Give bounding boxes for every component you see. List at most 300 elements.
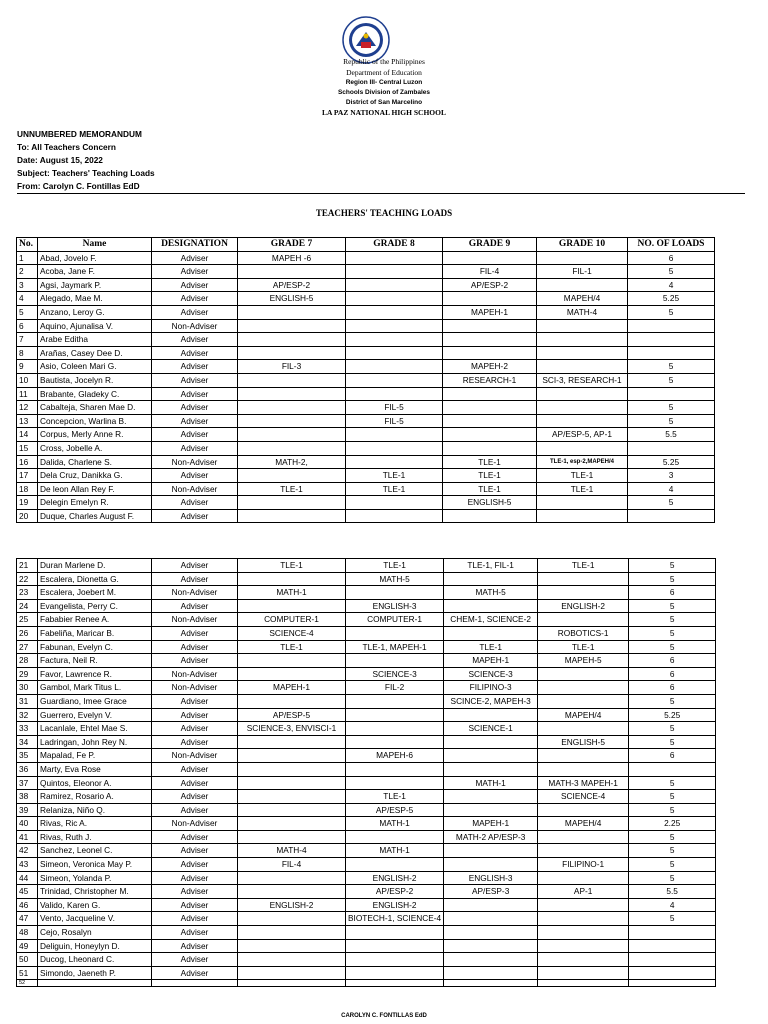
row-number: 22: [17, 572, 38, 586]
row-number: 45: [17, 885, 38, 899]
grade8-load: [346, 496, 443, 510]
grade8-load: [346, 455, 443, 469]
row-number: 23: [17, 586, 38, 600]
grade9-load: [443, 387, 537, 401]
grade10-load: [538, 830, 629, 844]
grade7-load: [238, 305, 346, 319]
grade8-load: [346, 694, 444, 708]
grade7-load: [238, 762, 346, 776]
grade9-load: SCIENCE-1: [444, 722, 538, 736]
row-number: 19: [17, 496, 38, 510]
number-of-loads: [628, 509, 715, 523]
row-number: 28: [17, 654, 38, 668]
row-number: 15: [17, 441, 38, 455]
designation: Non-Adviser: [152, 455, 238, 469]
number-of-loads: 5.25: [628, 292, 715, 306]
grade8-load: [346, 265, 443, 279]
number-of-loads: 5: [628, 414, 715, 428]
grade10-load: [538, 926, 629, 940]
grade7-load: SCIENCE-3, ENVISCI-1: [238, 722, 346, 736]
row-number: 50: [17, 953, 38, 967]
grade7-load: ENGLISH-5: [238, 292, 346, 306]
designation: Adviser: [152, 844, 238, 858]
grade7-load: [238, 694, 346, 708]
grade9-load: MATH-1: [444, 776, 538, 790]
table-row: [17, 496, 715, 510]
grade9-load: ENGLISH-3: [444, 871, 538, 885]
teacher-name: Ladringan, John Rey N.: [38, 735, 152, 749]
table-row: [17, 346, 715, 360]
grade10-load: [537, 414, 628, 428]
row-number: 38: [17, 790, 38, 804]
grade7-load: MATH-1: [238, 586, 346, 600]
grade7-load: [238, 346, 346, 360]
teacher-name: Sanchez, Leonel C.: [38, 844, 152, 858]
designation: Adviser: [152, 926, 238, 940]
column-header: Name: [38, 238, 152, 252]
designation: Adviser: [152, 278, 238, 292]
grade10-load: MAPEH/4: [538, 817, 629, 831]
teaching-loads-table-part1: [16, 237, 715, 523]
grade7-load: [238, 790, 346, 804]
grade8-load: SCIENCE-3: [346, 667, 444, 681]
teacher-name: Duque, Charles August F.: [38, 509, 152, 523]
designation: Adviser: [152, 251, 238, 265]
grade7-load: [238, 735, 346, 749]
grade10-load: [538, 613, 629, 627]
grade9-load: [444, 953, 538, 967]
grade7-load: [238, 803, 346, 817]
grade10-load: MATH-4: [537, 305, 628, 319]
grade7-load: [238, 441, 346, 455]
table-row: [17, 681, 716, 695]
grade9-load: FILIPINO-3: [444, 681, 538, 695]
designation: Non-Adviser: [152, 749, 238, 763]
number-of-loads: 5: [629, 912, 716, 926]
grade10-load: TLE-1: [538, 640, 629, 654]
number-of-loads: 5: [628, 401, 715, 415]
grade7-load: [238, 776, 346, 790]
grade7-load: [238, 912, 346, 926]
teacher-name: Deliguin, Honeylyn D.: [38, 939, 152, 953]
teacher-name: Cejo, Rosalyn: [38, 926, 152, 940]
grade10-load: [538, 966, 629, 980]
grade7-load: [238, 401, 346, 415]
row-number: 48: [17, 926, 38, 940]
grade8-load: AP/ESP-2: [346, 885, 444, 899]
grade10-load: [538, 953, 629, 967]
number-of-loads: [629, 762, 716, 776]
table-cell: [629, 980, 716, 987]
row-number: 34: [17, 735, 38, 749]
grade7-load: [238, 469, 346, 483]
grade8-load: [346, 858, 444, 872]
grade10-load: AP-1: [538, 885, 629, 899]
grade8-load: TLE-1: [346, 469, 443, 483]
grade9-load: RESEARCH-1: [443, 373, 537, 387]
row-number: 44: [17, 871, 38, 885]
grade9-load: TLE-1, FIL-1: [444, 559, 538, 573]
row-number: 2: [17, 265, 38, 279]
number-of-loads: 5: [629, 844, 716, 858]
grade9-load: TLE-1: [443, 469, 537, 483]
row-number: 33: [17, 722, 38, 736]
column-header: GRADE 10: [537, 238, 628, 252]
grade9-load: MATH-5: [444, 586, 538, 600]
teacher-name: Marty, Eva Rose: [38, 762, 152, 776]
grade8-load: [346, 278, 443, 292]
grade9-load: [443, 401, 537, 415]
grade10-load: [538, 681, 629, 695]
number-of-loads: 6: [629, 749, 716, 763]
table-cell: [238, 980, 346, 987]
teacher-name: Acoba, Jane F.: [38, 265, 152, 279]
grade10-load: [537, 509, 628, 523]
teacher-name: Fabunan, Evelyn C.: [38, 640, 152, 654]
number-of-loads: [629, 966, 716, 980]
designation: Adviser: [152, 559, 238, 573]
grade7-load: [238, 414, 346, 428]
grade10-load: MAPEH/4: [537, 292, 628, 306]
row-number: 12: [17, 401, 38, 415]
grade8-load: FIL-2: [346, 681, 444, 695]
table-row: [17, 387, 715, 401]
teacher-name: Lacanlale, Ehtel Mae S.: [38, 722, 152, 736]
table-row: [17, 613, 716, 627]
grade7-load: [238, 885, 346, 899]
grade8-load: [346, 509, 443, 523]
grade10-load: MAPEH-5: [538, 654, 629, 668]
grade7-load: [238, 926, 346, 940]
grade8-load: MATH-5: [346, 572, 444, 586]
teacher-name: Favor, Lawrence R.: [38, 667, 152, 681]
row-number: 51: [17, 966, 38, 980]
teacher-name: Guerrero, Evelyn V.: [38, 708, 152, 722]
teacher-name: Escalera, Dionetta G.: [38, 572, 152, 586]
table-row: [17, 414, 715, 428]
number-of-loads: 5: [629, 640, 716, 654]
grade7-load: [238, 667, 346, 681]
row-number: 27: [17, 640, 38, 654]
teacher-name: Brabante, Gladeky C.: [38, 387, 152, 401]
number-of-loads: 4: [628, 278, 715, 292]
teacher-name: Simeon, Veronica May P.: [38, 858, 152, 872]
grade7-load: MAPEH-1: [238, 681, 346, 695]
grade8-load: [346, 939, 444, 953]
number-of-loads: [628, 346, 715, 360]
table-row: [17, 790, 716, 804]
grade9-load: [443, 509, 537, 523]
teacher-name: Concepcion, Warlina B.: [38, 414, 152, 428]
number-of-loads: 5.25: [629, 708, 716, 722]
grade9-load: TLE-1: [443, 455, 537, 469]
row-number: 8: [17, 346, 38, 360]
grade9-load: [444, 898, 538, 912]
grade10-load: TLE-1: [537, 482, 628, 496]
row-number: 7: [17, 333, 38, 347]
grade9-load: [444, 939, 538, 953]
designation: Adviser: [152, 885, 238, 899]
grade7-load: [238, 599, 346, 613]
grade9-load: [444, 572, 538, 586]
designation: Adviser: [152, 626, 238, 640]
grade8-load: [346, 953, 444, 967]
row-number: 40: [17, 817, 38, 831]
grade7-load: [238, 496, 346, 510]
header-district: District of San Marcelino: [345, 99, 423, 106]
grade8-load: [346, 333, 443, 347]
designation: Adviser: [152, 373, 238, 387]
table-row: [17, 858, 716, 872]
designation: Non-Adviser: [152, 667, 238, 681]
column-header: GRADE 9: [443, 238, 537, 252]
grade10-load: [538, 898, 629, 912]
grade8-load: [346, 319, 443, 333]
grade9-load: TLE-1: [444, 640, 538, 654]
grade10-load: [538, 762, 629, 776]
grade8-load: MATH-1: [346, 817, 444, 831]
grade8-load: TLE-1: [346, 559, 444, 573]
grade9-load: SCINCE-2, MAPEH-3: [444, 694, 538, 708]
teacher-name: Dela Cruz, Danikka G.: [38, 469, 152, 483]
grade8-load: [346, 428, 443, 442]
grade8-load: [346, 251, 443, 265]
grade10-load: TLE-1, esp-2,MAPEH/4: [537, 455, 628, 469]
number-of-loads: 6: [629, 681, 716, 695]
grade10-load: [538, 749, 629, 763]
teacher-name: Quintos, Eleonor A.: [38, 776, 152, 790]
designation: Adviser: [152, 305, 238, 319]
column-header: GRADE 7: [238, 238, 346, 252]
grade10-load: [537, 496, 628, 510]
designation: Adviser: [152, 898, 238, 912]
designation: Adviser: [152, 803, 238, 817]
row-number: 43: [17, 858, 38, 872]
header-republic: Republic of the Philippines: [343, 57, 425, 66]
number-of-loads: 5: [629, 776, 716, 790]
teacher-name: Arañas, Casey Dee D.: [38, 346, 152, 360]
designation: Non-Adviser: [152, 319, 238, 333]
row-number: 31: [17, 694, 38, 708]
grade8-load: FIL-5: [346, 414, 443, 428]
grade8-load: [346, 441, 443, 455]
number-of-loads: 4: [629, 898, 716, 912]
grade7-load: MATH-2,: [238, 455, 346, 469]
row-number: 39: [17, 803, 38, 817]
grade9-load: CHEM-1, SCIENCE-2: [444, 613, 538, 627]
teacher-name: Gambol, Mark Titus L.: [38, 681, 152, 695]
number-of-loads: [628, 333, 715, 347]
grade8-load: [346, 926, 444, 940]
number-of-loads: 2.25: [629, 817, 716, 831]
designation: Adviser: [152, 572, 238, 586]
teacher-name: Relaniza, Niño Q.: [38, 803, 152, 817]
designation: Adviser: [152, 292, 238, 306]
header-region: Region III- Central Luzon: [345, 79, 423, 86]
row-number: 6: [17, 319, 38, 333]
number-of-loads: 5: [628, 265, 715, 279]
grade8-load: [346, 292, 443, 306]
row-number: 4: [17, 292, 38, 306]
row-number: 32: [17, 708, 38, 722]
number-of-loads: 5: [629, 790, 716, 804]
grade8-load: [346, 305, 443, 319]
row-number: 42: [17, 844, 38, 858]
signature-footer: CAROLYN C. FONTILLAS EdD: [341, 1013, 427, 1019]
number-of-loads: 5: [629, 694, 716, 708]
table-row: [17, 360, 715, 374]
row-number: 26: [17, 626, 38, 640]
grade7-load: TLE-1: [238, 640, 346, 654]
grade10-load: [537, 333, 628, 347]
teacher-name: Duran Marlene D.: [38, 559, 152, 573]
grade8-load: [346, 346, 443, 360]
table-row: [17, 599, 716, 613]
grade10-load: [537, 401, 628, 415]
grade7-load: COMPUTER-1: [238, 613, 346, 627]
teacher-name: Dalida, Charlene S.: [38, 455, 152, 469]
table-row: [17, 278, 715, 292]
teacher-name: De leon Allan Rey F.: [38, 482, 152, 496]
number-of-loads: 5: [629, 830, 716, 844]
row-number: 9: [17, 360, 38, 374]
table-row: [17, 373, 715, 387]
designation: Adviser: [152, 722, 238, 736]
row-number: 25: [17, 613, 38, 627]
header-school-name: LA PAZ NATIONAL HIGH SCHOOL: [322, 108, 446, 117]
grade8-load: [346, 360, 443, 374]
teacher-name: Trinidad, Christopher M.: [38, 885, 152, 899]
grade10-load: FILIPINO-1: [538, 858, 629, 872]
grade10-load: AP/ESP-5, AP-1: [537, 428, 628, 442]
teacher-name: Factura, Neil R.: [38, 654, 152, 668]
grade9-load: [444, 626, 538, 640]
table-row: [17, 305, 715, 319]
grade7-load: AP/ESP-5: [238, 708, 346, 722]
table-row: [17, 251, 715, 265]
grade7-load: [238, 871, 346, 885]
designation: Adviser: [152, 599, 238, 613]
grade8-load: COMPUTER-1: [346, 613, 444, 627]
number-of-loads: 5: [629, 626, 716, 640]
table-row: [17, 559, 716, 573]
designation: Adviser: [152, 401, 238, 415]
designation: Non-Adviser: [152, 681, 238, 695]
designation: Adviser: [152, 654, 238, 668]
grade10-load: [538, 803, 629, 817]
grade10-load: [538, 586, 629, 600]
grade9-load: [444, 762, 538, 776]
grade10-load: ENGLISH-2: [538, 599, 629, 613]
column-header: DESIGNATION: [152, 238, 238, 252]
grade10-load: FIL-1: [537, 265, 628, 279]
table-row: [17, 469, 715, 483]
number-of-loads: 5: [629, 803, 716, 817]
row-number: 52: [17, 980, 38, 987]
row-number: 35: [17, 749, 38, 763]
grade9-load: [443, 292, 537, 306]
number-of-loads: 5: [629, 572, 716, 586]
teacher-name: Rivas, Ruth J.: [38, 830, 152, 844]
grade7-load: [238, 749, 346, 763]
designation: Adviser: [152, 858, 238, 872]
designation: Adviser: [152, 441, 238, 455]
teacher-name: Delegin Emelyn R.: [38, 496, 152, 510]
table-row: [17, 319, 715, 333]
grade9-load: [444, 803, 538, 817]
table-row: [17, 966, 716, 980]
designation: Adviser: [152, 469, 238, 483]
grade8-load: ENGLISH-2: [346, 898, 444, 912]
grade9-load: [444, 844, 538, 858]
row-number: 11: [17, 387, 38, 401]
row-number: 20: [17, 509, 38, 523]
grade10-load: [537, 387, 628, 401]
table-row: [17, 939, 716, 953]
table-row: [17, 762, 716, 776]
memo-type: UNNUMBERED MEMORANDUM: [17, 129, 142, 139]
memo-to: To: All Teachers Concern: [17, 142, 116, 152]
row-number: 17: [17, 469, 38, 483]
grade8-load: MAPEH-6: [346, 749, 444, 763]
grade9-load: AP/ESP-2: [443, 278, 537, 292]
grade8-load: MATH-1: [346, 844, 444, 858]
grade9-load: [444, 599, 538, 613]
number-of-loads: [628, 387, 715, 401]
number-of-loads: 5: [628, 373, 715, 387]
grade8-load: TLE-1, MAPEH-1: [346, 640, 444, 654]
teacher-name: Mapalad, Fe P.: [38, 749, 152, 763]
designation: Adviser: [152, 496, 238, 510]
grade7-load: [238, 572, 346, 586]
grade9-load: [443, 251, 537, 265]
grade10-load: [538, 844, 629, 858]
grade7-load: [238, 830, 346, 844]
row-number: 10: [17, 373, 38, 387]
grade7-load: ENGLISH-2: [238, 898, 346, 912]
teacher-name: Agsi, Jaymark P.: [38, 278, 152, 292]
designation: Adviser: [152, 694, 238, 708]
memo-block: [17, 128, 155, 193]
row-number: 18: [17, 482, 38, 496]
grade9-load: [444, 966, 538, 980]
grade9-load: [443, 441, 537, 455]
grade9-load: [444, 790, 538, 804]
designation: Adviser: [152, 790, 238, 804]
teacher-name: Ducog, Lheonard C.: [38, 953, 152, 967]
teacher-name: Valido, Karen G.: [38, 898, 152, 912]
grade10-load: MAPEH/4: [538, 708, 629, 722]
grade9-load: [443, 319, 537, 333]
grade8-load: TLE-1: [346, 482, 443, 496]
table-row: [17, 572, 716, 586]
grade10-load: [538, 694, 629, 708]
grade7-load: [238, 966, 346, 980]
grade9-load: [444, 912, 538, 926]
grade8-load: TLE-1: [346, 790, 444, 804]
table-row: [17, 333, 715, 347]
table-row: [17, 428, 715, 442]
table-row: [17, 885, 716, 899]
number-of-loads: 5: [629, 735, 716, 749]
grade9-load: [444, 858, 538, 872]
number-of-loads: 5: [629, 722, 716, 736]
grade7-load: [238, 373, 346, 387]
grade9-load: [443, 346, 537, 360]
number-of-loads: 5: [629, 559, 716, 573]
grade7-load: SCIENCE-4: [238, 626, 346, 640]
table-row: [17, 844, 716, 858]
